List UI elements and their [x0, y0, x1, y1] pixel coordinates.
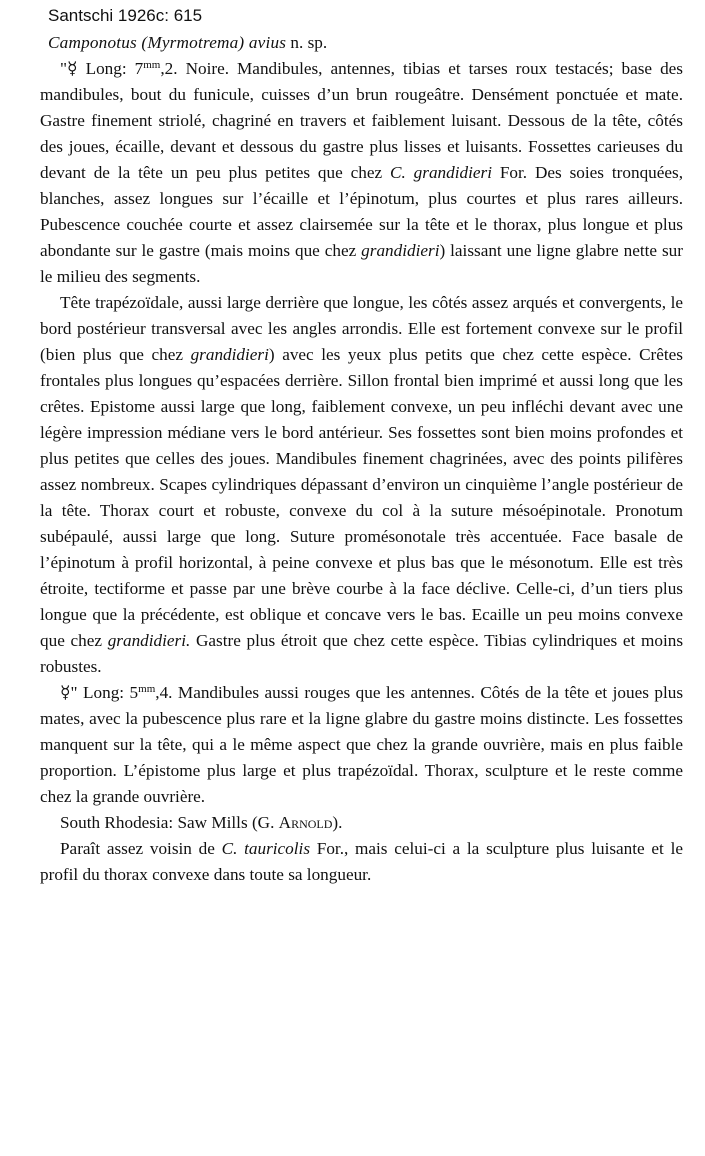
paragraph-locality: [40, 810, 683, 836]
p5-italic-1: C. tauricolis: [221, 839, 311, 858]
paragraph-head-thorax: [40, 290, 683, 680]
p3-text-2: ,4. Mandibules aussi rouges que les antennes. Côtés de la tête et joues plus mates, avec la pubescence plus rare et la ligne glabre du gastre moins distincte. Les fossettes manquent sur la tête, qui a le même aspect que chez la grande ouvrière, mais en plus faible proportion. L’épistome plus large et plus trapézoïdal. Thorax, sculpture et le reste comme chez la grande ouvrière.: [40, 683, 684, 806]
p4-text-2: ).: [332, 813, 343, 832]
taxon-status: n. sp.: [286, 33, 328, 52]
p1-text-4: For. Des soies tronquées, blanches, assez longues sur l’écaille et l’épinotum, plus courtes et plus rares ailleurs. Pubescence couchée courte et assez clairsemée sur la tête et le thorax, plus longue et plus abondante sur le gastre (mais moins que chez: [40, 163, 684, 260]
collector-name: Arnold: [278, 813, 333, 832]
paragraph-minor-worker: [40, 680, 683, 810]
species-heading: [48, 30, 683, 56]
p1-text-2: ,2. Noire. Mandibules, antennes, tibias et tarses roux testacés; base des mandibules, bout du funicule, cuisses d’un brun rougeâtre. Densément ponctuée et mate. Gastre finement striolé, chagriné en travers et faiblement luisant. Dessous de la tête, côtés des joues, écaille, devant et dessous du gastre plus lisses et luisants. Fossettes carieuses du devant de la tête un peu plus petites que chez: [40, 59, 683, 182]
p1-text-0: "☿ Long: 7: [60, 59, 144, 78]
p2-italic-1: grandidieri: [190, 345, 269, 364]
p1-text-6: ) laissant une ligne glabre nette sur le milieu des segments.: [40, 241, 683, 286]
p5-text-2: For., mais celui-ci a la sculpture plus luisante et le profil du thorax convexe dans toute sa longueur.: [40, 839, 683, 884]
p2-text-0: Tête trapézoïdale, aussi large derrière que longue, les côtés assez arqués et convergents, le bord postérieur transversal avec les angles arrondis. Elle est fortement convexe sur le profil (bien plus que chez: [40, 293, 683, 364]
p2-italic-3: grandidieri.: [107, 631, 191, 650]
p2-text-2: ) avec les yeux plus petits que chez cette espèce. Crêtes frontales plus longues qu’espacées derrière. Sillon frontal bien imprimé et aussi long que les crêtes. Epistome aussi large que long, faiblement convexe, un peu infléchi devant avec une légère impression médiane vers le bord antérieur. Ses fossettes sont bien moins profondes et plus petites que celles des joues. Mandibules finement chagrinées, avec des points pilifères assez nombreux. Scapes cylindriques dépassant d’environ un cinquième l’angle postérieur de la tête. Thorax court et robuste, convexe du col à la suture mésoépinotale. Pronotum subépaulé, aussi large que long. Suture promésonotale très accentuée. Face basale de l’épinotum à profil horizontal, à peine convexe et plus bas que le mésonotum. Elle est très étroite, tectiforme et passe par une brève courbe à la face déclive. Celle-ci, d’un tiers plus longue que la précédente, est oblique et concave vers le bas. Ecaille un peu moins convexe que chez: [40, 345, 683, 650]
taxon-name: Camponotus (Myrmotrema) avius: [48, 33, 287, 52]
p2-text-4: Gastre plus étroit que chez cette espèce. Tibias cylindriques et moins robustes.: [40, 631, 684, 676]
p3-text-0: ☿" Long: 5: [60, 683, 139, 702]
p5-text-0: Paraît assez voisin de: [60, 839, 222, 858]
paragraph-comparison: [40, 836, 683, 888]
p1-unit: mm: [143, 59, 161, 71]
citation: Santschi 1926c: 615: [48, 6, 203, 25]
p4-text-0: South Rhodesia: Saw Mills (G.: [60, 813, 279, 832]
p1-italic-3: C. grandidieri: [390, 163, 492, 182]
p1-italic-5: grandidieri: [361, 241, 440, 260]
p3-unit: mm: [138, 683, 156, 695]
paragraph-major-worker: [40, 56, 683, 290]
